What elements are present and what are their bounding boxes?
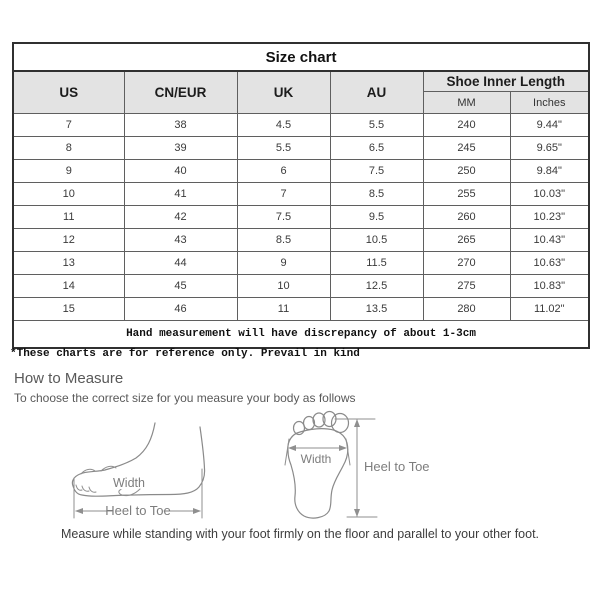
size-chart-title-row — [13, 43, 589, 71]
table-cell: 10.43" — [510, 229, 589, 252]
table-cell: 9.84" — [510, 160, 589, 183]
table-row — [13, 275, 589, 298]
table-cell: 7 — [237, 183, 330, 206]
bottom-heel-to-toe-label: Heel to Toe — [364, 459, 430, 474]
big-toe-icon — [332, 414, 349, 433]
table-cell: 12.5 — [330, 275, 423, 298]
table-cell: 15 — [13, 298, 124, 321]
table-cell: 43 — [124, 229, 237, 252]
side-width-label: Width — [113, 476, 145, 490]
table-cell: 8.5 — [237, 229, 330, 252]
table-cell: 7 — [13, 114, 124, 137]
table-row — [13, 252, 589, 275]
table-cell: 13.5 — [330, 298, 423, 321]
arrowhead-left-icon — [288, 445, 296, 451]
table-cell: 13 — [13, 252, 124, 275]
size-chart-header-row — [13, 71, 589, 92]
foot-sole-outline — [288, 429, 348, 518]
table-cell: 270 — [423, 252, 510, 275]
width-tick-right — [346, 439, 350, 465]
table-row — [13, 229, 589, 252]
table-cell: 46 — [124, 298, 237, 321]
table-cell: 10.23" — [510, 206, 589, 229]
table-row — [13, 160, 589, 183]
table-cell: 250 — [423, 160, 510, 183]
table-cell: 275 — [423, 275, 510, 298]
table-cell: 260 — [423, 206, 510, 229]
table-cell: 9 — [237, 252, 330, 275]
measuring-footnote: Measure while standing with your foot firmly on the floor and parallel to your other foot. — [60, 527, 540, 541]
table-cell: 44 — [124, 252, 237, 275]
table-cell: 39 — [124, 137, 237, 160]
col-header-uk: UK — [237, 71, 330, 114]
table-cell: 9.44" — [510, 114, 589, 137]
table-row — [13, 114, 589, 137]
table-cell: 7.5 — [237, 206, 330, 229]
reference-note: *These charts are for reference only. Prevail in kind — [10, 348, 360, 360]
table-cell: 10.63" — [510, 252, 589, 275]
table-cell: 10 — [237, 275, 330, 298]
table-cell: 11 — [13, 206, 124, 229]
col-header-shoe-inner-length: Shoe Inner Length — [423, 71, 589, 92]
table-cell: 280 — [423, 298, 510, 321]
table-cell: 240 — [423, 114, 510, 137]
table-cell: 6.5 — [330, 137, 423, 160]
table-cell: 10.83" — [510, 275, 589, 298]
table-cell: 40 — [124, 160, 237, 183]
table-cell: 245 — [423, 137, 510, 160]
foot-bottom-view-diagram — [272, 403, 462, 528]
table-cell: 8.5 — [330, 183, 423, 206]
table-cell: 10.5 — [330, 229, 423, 252]
size-chart-title: Size chart — [13, 43, 589, 71]
table-cell: 5.5 — [237, 137, 330, 160]
toe-detail — [89, 487, 96, 492]
table-cell: 10 — [13, 183, 124, 206]
table-cell: 11 — [237, 298, 330, 321]
foot-side-view-diagram — [52, 405, 247, 530]
table-row — [13, 298, 589, 321]
table-cell: 10.03" — [510, 183, 589, 206]
col-header-au: AU — [330, 71, 423, 114]
table-cell: 9.5 — [330, 206, 423, 229]
arrowhead-up-icon — [354, 419, 360, 427]
toe-detail — [76, 485, 82, 490]
col-header-inches: Inches — [510, 92, 589, 114]
table-cell: 11.02" — [510, 298, 589, 321]
size-chart-footer-note: Hand measurement will have discrepancy of about 1-3cm — [13, 321, 589, 349]
table-cell: 7.5 — [330, 160, 423, 183]
arrowhead-down-icon — [354, 509, 360, 517]
table-cell: 11.5 — [330, 252, 423, 275]
table-cell: 42 — [124, 206, 237, 229]
table-cell: 38 — [124, 114, 237, 137]
col-header-us: US — [13, 71, 124, 114]
table-cell: 12 — [13, 229, 124, 252]
table-cell: 5.5 — [330, 114, 423, 137]
how-to-measure-subtitle: To choose the correct size for you measure your body as follows — [14, 391, 356, 405]
table-cell: 265 — [423, 229, 510, 252]
col-header-mm: MM — [423, 92, 510, 114]
arrowhead-right-icon — [193, 508, 201, 514]
table-cell: 41 — [124, 183, 237, 206]
table-cell: 4.5 — [237, 114, 330, 137]
size-chart-footer-row — [13, 321, 589, 349]
size-chart-body — [13, 114, 589, 321]
toe-detail — [82, 486, 89, 491]
side-heel-to-toe-label: Heel to Toe — [105, 503, 171, 518]
table-cell: 9 — [13, 160, 124, 183]
table-row — [13, 137, 589, 160]
table-cell: 255 — [423, 183, 510, 206]
arrowhead-right-icon — [339, 445, 347, 451]
table-cell: 6 — [237, 160, 330, 183]
col-header-cn-eur: CN/EUR — [124, 71, 237, 114]
bottom-width-label: Width — [300, 452, 332, 466]
table-row — [13, 183, 589, 206]
table-cell: 14 — [13, 275, 124, 298]
table-cell: 45 — [124, 275, 237, 298]
arrowhead-left-icon — [75, 508, 83, 514]
how-to-measure-heading: How to Measure — [14, 370, 124, 387]
table-cell: 9.65" — [510, 137, 589, 160]
size-chart-table — [12, 42, 590, 349]
table-cell: 8 — [13, 137, 124, 160]
table-row — [13, 206, 589, 229]
